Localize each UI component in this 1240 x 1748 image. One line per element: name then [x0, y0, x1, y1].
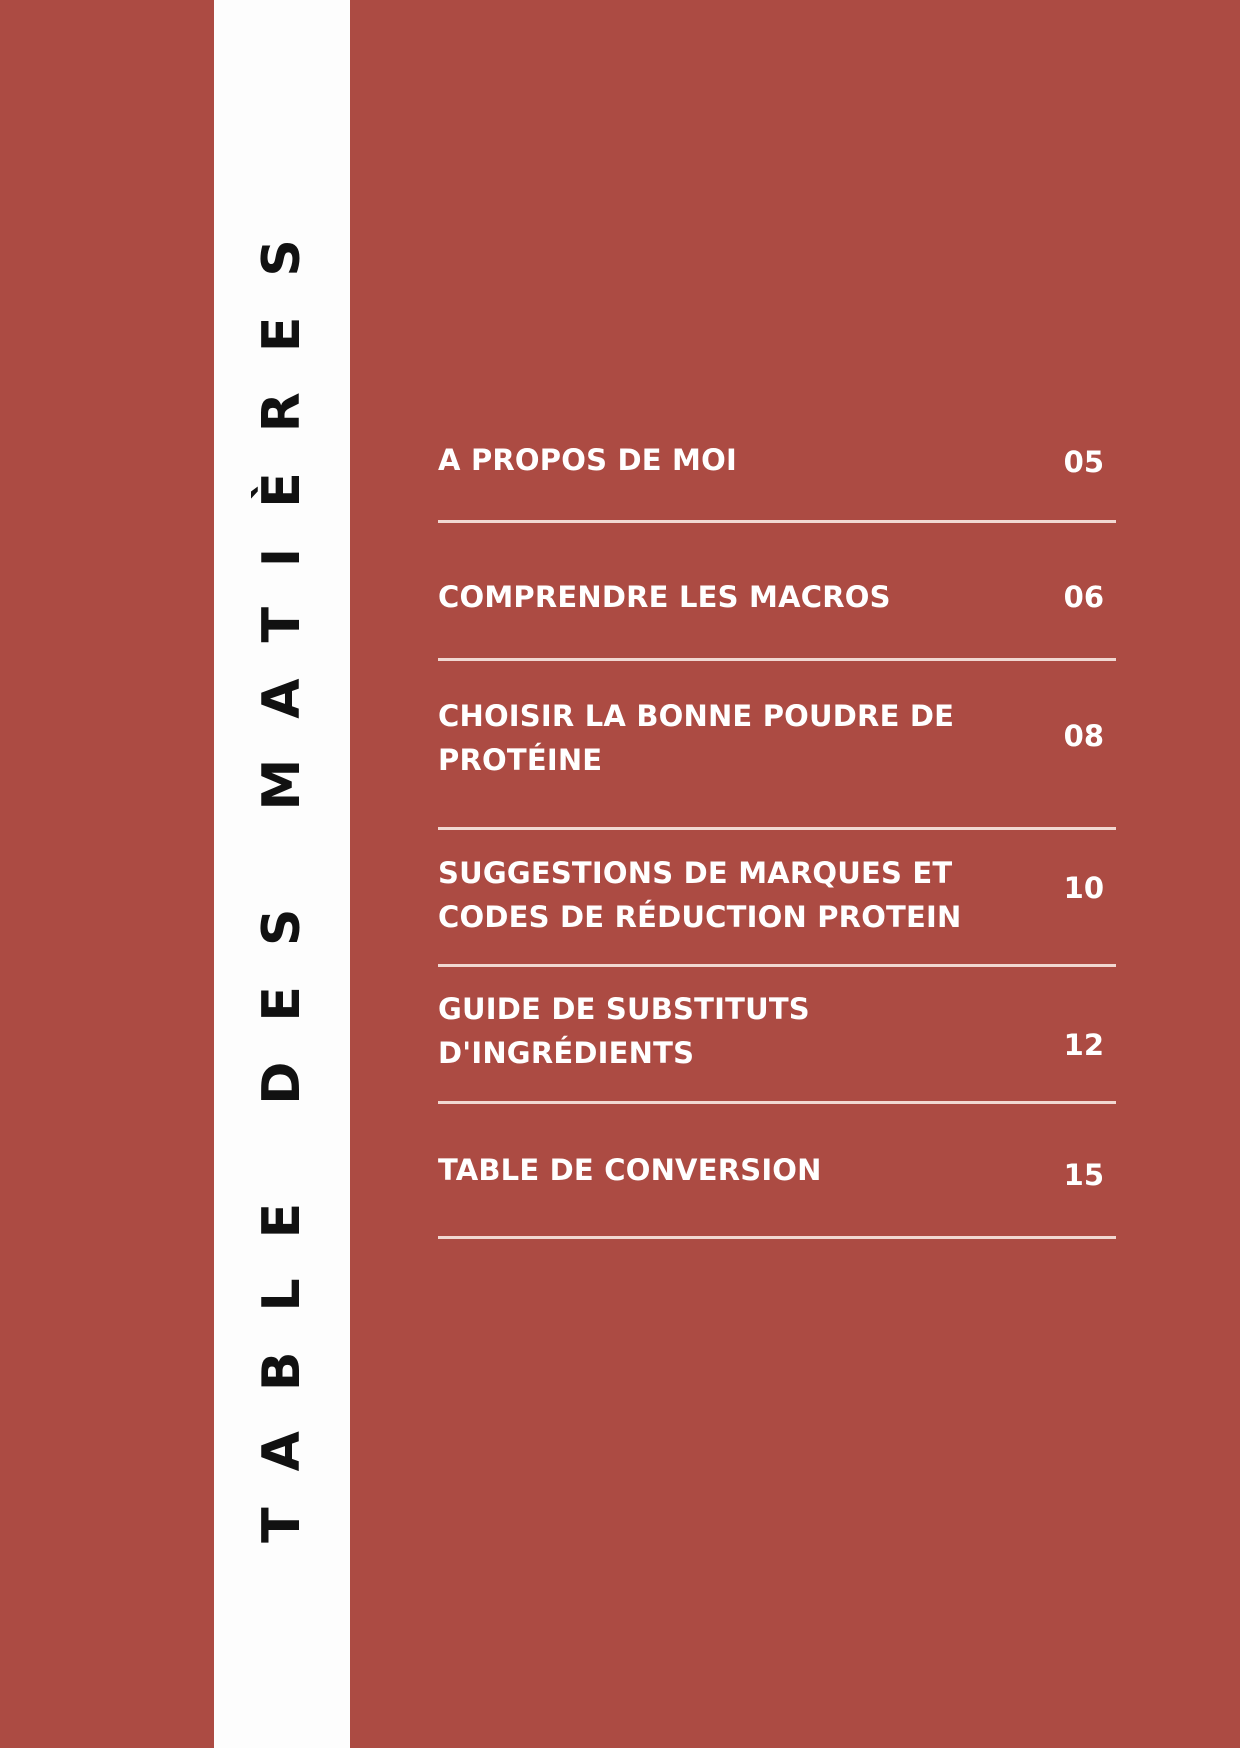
toc-entry-page: 10 — [1063, 871, 1104, 905]
toc-entry-title: A PROPOS DE MOI — [438, 443, 737, 477]
toc-entry-title: GUIDE DE SUBSTITUTS D'INGRÉDIENTS — [438, 992, 810, 1070]
toc-entry-page: 12 — [1063, 1028, 1104, 1062]
toc-divider — [438, 1101, 1116, 1104]
toc-entry-page: 08 — [1063, 719, 1104, 753]
toc-entry-title: COMPRENDRE LES MACROS — [438, 580, 891, 614]
toc-entry-page: 15 — [1063, 1158, 1104, 1192]
table-of-contents-title: TABLE DES MATIÈRES — [252, 199, 312, 1543]
toc-entry-page: 05 — [1063, 445, 1104, 479]
toc-divider — [438, 964, 1116, 967]
toc-divider — [438, 520, 1116, 523]
toc-entry-title: CHOISIR LA BONNE POUDRE DE PROTÉINE — [438, 699, 955, 777]
toc-entry-page: 06 — [1063, 580, 1104, 614]
toc-divider — [438, 658, 1116, 661]
toc-divider — [438, 1236, 1116, 1239]
toc-divider — [438, 827, 1116, 830]
toc-entry-title: TABLE DE CONVERSION — [438, 1153, 822, 1187]
toc-entry-title: SUGGESTIONS DE MARQUES ET CODES DE RÉDUCTION PROTEIN — [438, 856, 962, 934]
